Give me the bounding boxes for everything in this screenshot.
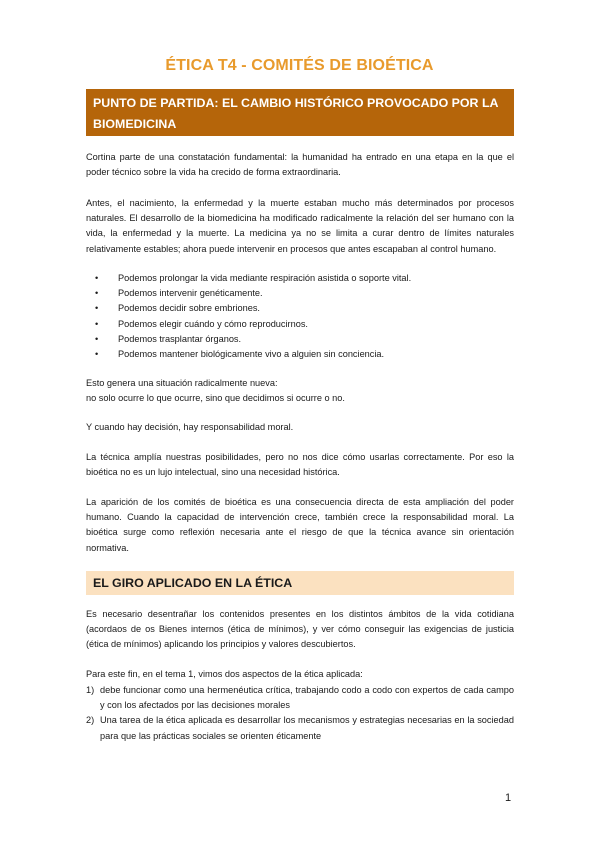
- paragraph-tecnica: La técnica amplía nuestras posibilidades, pero no nos dice cómo usarlas correctamente. Por eso la bioética no es un lujo intelectual, sino una necesidad histórica.: [86, 452, 514, 478]
- item-number: 1): [86, 685, 95, 695]
- paragraph-responsabilidad: Y cuando hay decisión, hay responsabilidad moral.: [86, 422, 294, 432]
- bullet-item: [86, 271, 514, 286]
- bullet-text: Podemos intervenir genéticamente.: [118, 288, 263, 299]
- document-title: ÉTICA T4 - COMITÉS DE BIOÉTICA: [165, 57, 434, 74]
- bullet-item: [86, 301, 514, 316]
- paragraph-decidimos: no solo ocurre lo que ocurre, sino que decidimos si ocurre o no.: [86, 393, 345, 403]
- bullet-marker: •: [95, 303, 99, 314]
- numbered-item: [86, 713, 514, 743]
- paragraph-comites: La aparición de los comités de bioética es una consecuencia directa de esta ampliación del poder humano. Cuando la capacidad de intervención crece, también crece la responsabilidad moral. La bioética surge como reflexión necesaria ante el riesgo de que la técnica avance sin orientación normativa.: [86, 497, 514, 553]
- bullet-text: Podemos elegir cuándo y cómo reproducirnos.: [118, 318, 308, 329]
- bullet-text: Podemos decidir sobre embriones.: [118, 303, 260, 314]
- bullet-marker: •: [95, 288, 99, 299]
- bullet-marker: •: [95, 333, 99, 344]
- paragraph-cortina-intro: Cortina parte de una constatación fundamental: la humanidad ha entrado en una etapa en la que el poder técnico sobre la vida ha crecido de forma extraordinaria.: [86, 152, 514, 178]
- bullet-text: Podemos mantener biológicamente vivo a alguien sin conciencia.: [118, 349, 385, 360]
- bullet-item: [86, 347, 514, 362]
- paragraph-desentranar: Es necesario desentrañar los contenidos presentes en los distintos ámbitos de la vida cotidiana (acordaos de os Bienes internos (ética de mínimos), y ver cómo conseguir las exigencias de justicia (ética de mínimos) aplicando los principios y valores descubiertos.: [86, 609, 514, 650]
- numbered-list-aspectos: [86, 683, 514, 744]
- bullet-text: Podemos prolongar la vida mediante respiración asistida o soporte vital.: [118, 273, 412, 283]
- bullet-marker: •: [95, 349, 99, 360]
- item-text: debe funcionar como una hermenéutica crítica, trabajando codo a codo con expertos de cada campo y con los afectados por las decisiones morales: [100, 685, 514, 711]
- paragraph-situacion-nueva: Esto genera una situación radicalmente nueva:: [86, 378, 278, 388]
- item-number: 2): [86, 715, 95, 726]
- item-text: Una tarea de la ética aplicada es desarrollar los mecanismos y estrategias necesarias en la sociedad para que las prácticas sociales se orienten éticamente: [100, 715, 514, 741]
- bullet-item: [86, 286, 514, 301]
- bullet-item: [86, 317, 514, 332]
- paragraph-tema-1: Para este fin, en el tema 1, vimos dos aspectos de la ética aplicada:: [86, 669, 363, 679]
- paragraph-antes: Antes, el nacimiento, la enfermedad y la muerte estaban mucho más determinados por procesos naturales. El desarrollo de la biomedicina ha modificado radicalmente la relación del ser humano con la vida, la enfermedad y la muerte. La medicina ya no se limita a curar dentro de límites naturales relativamente estables; ahora puede intervenir en procesos que antes escapaban al control humano.: [86, 198, 514, 254]
- section-heading-giro-aplicado: EL GIRO APLICADO EN LA ÉTICA: [86, 571, 514, 595]
- bullet-marker: •: [95, 273, 99, 283]
- section-heading-punto-de-partida: PUNTO DE PARTIDA: EL CAMBIO HISTÓRICO PROVOCADO POR LA BIOMEDICINA: [86, 89, 514, 136]
- bullet-text: Podemos trasplantar órganos.: [118, 333, 242, 344]
- bullet-list-capacidades: [86, 271, 514, 362]
- numbered-item: [86, 683, 514, 713]
- bullet-marker: •: [95, 318, 99, 329]
- bullet-item: [86, 332, 514, 347]
- page-number: 1: [505, 792, 512, 804]
